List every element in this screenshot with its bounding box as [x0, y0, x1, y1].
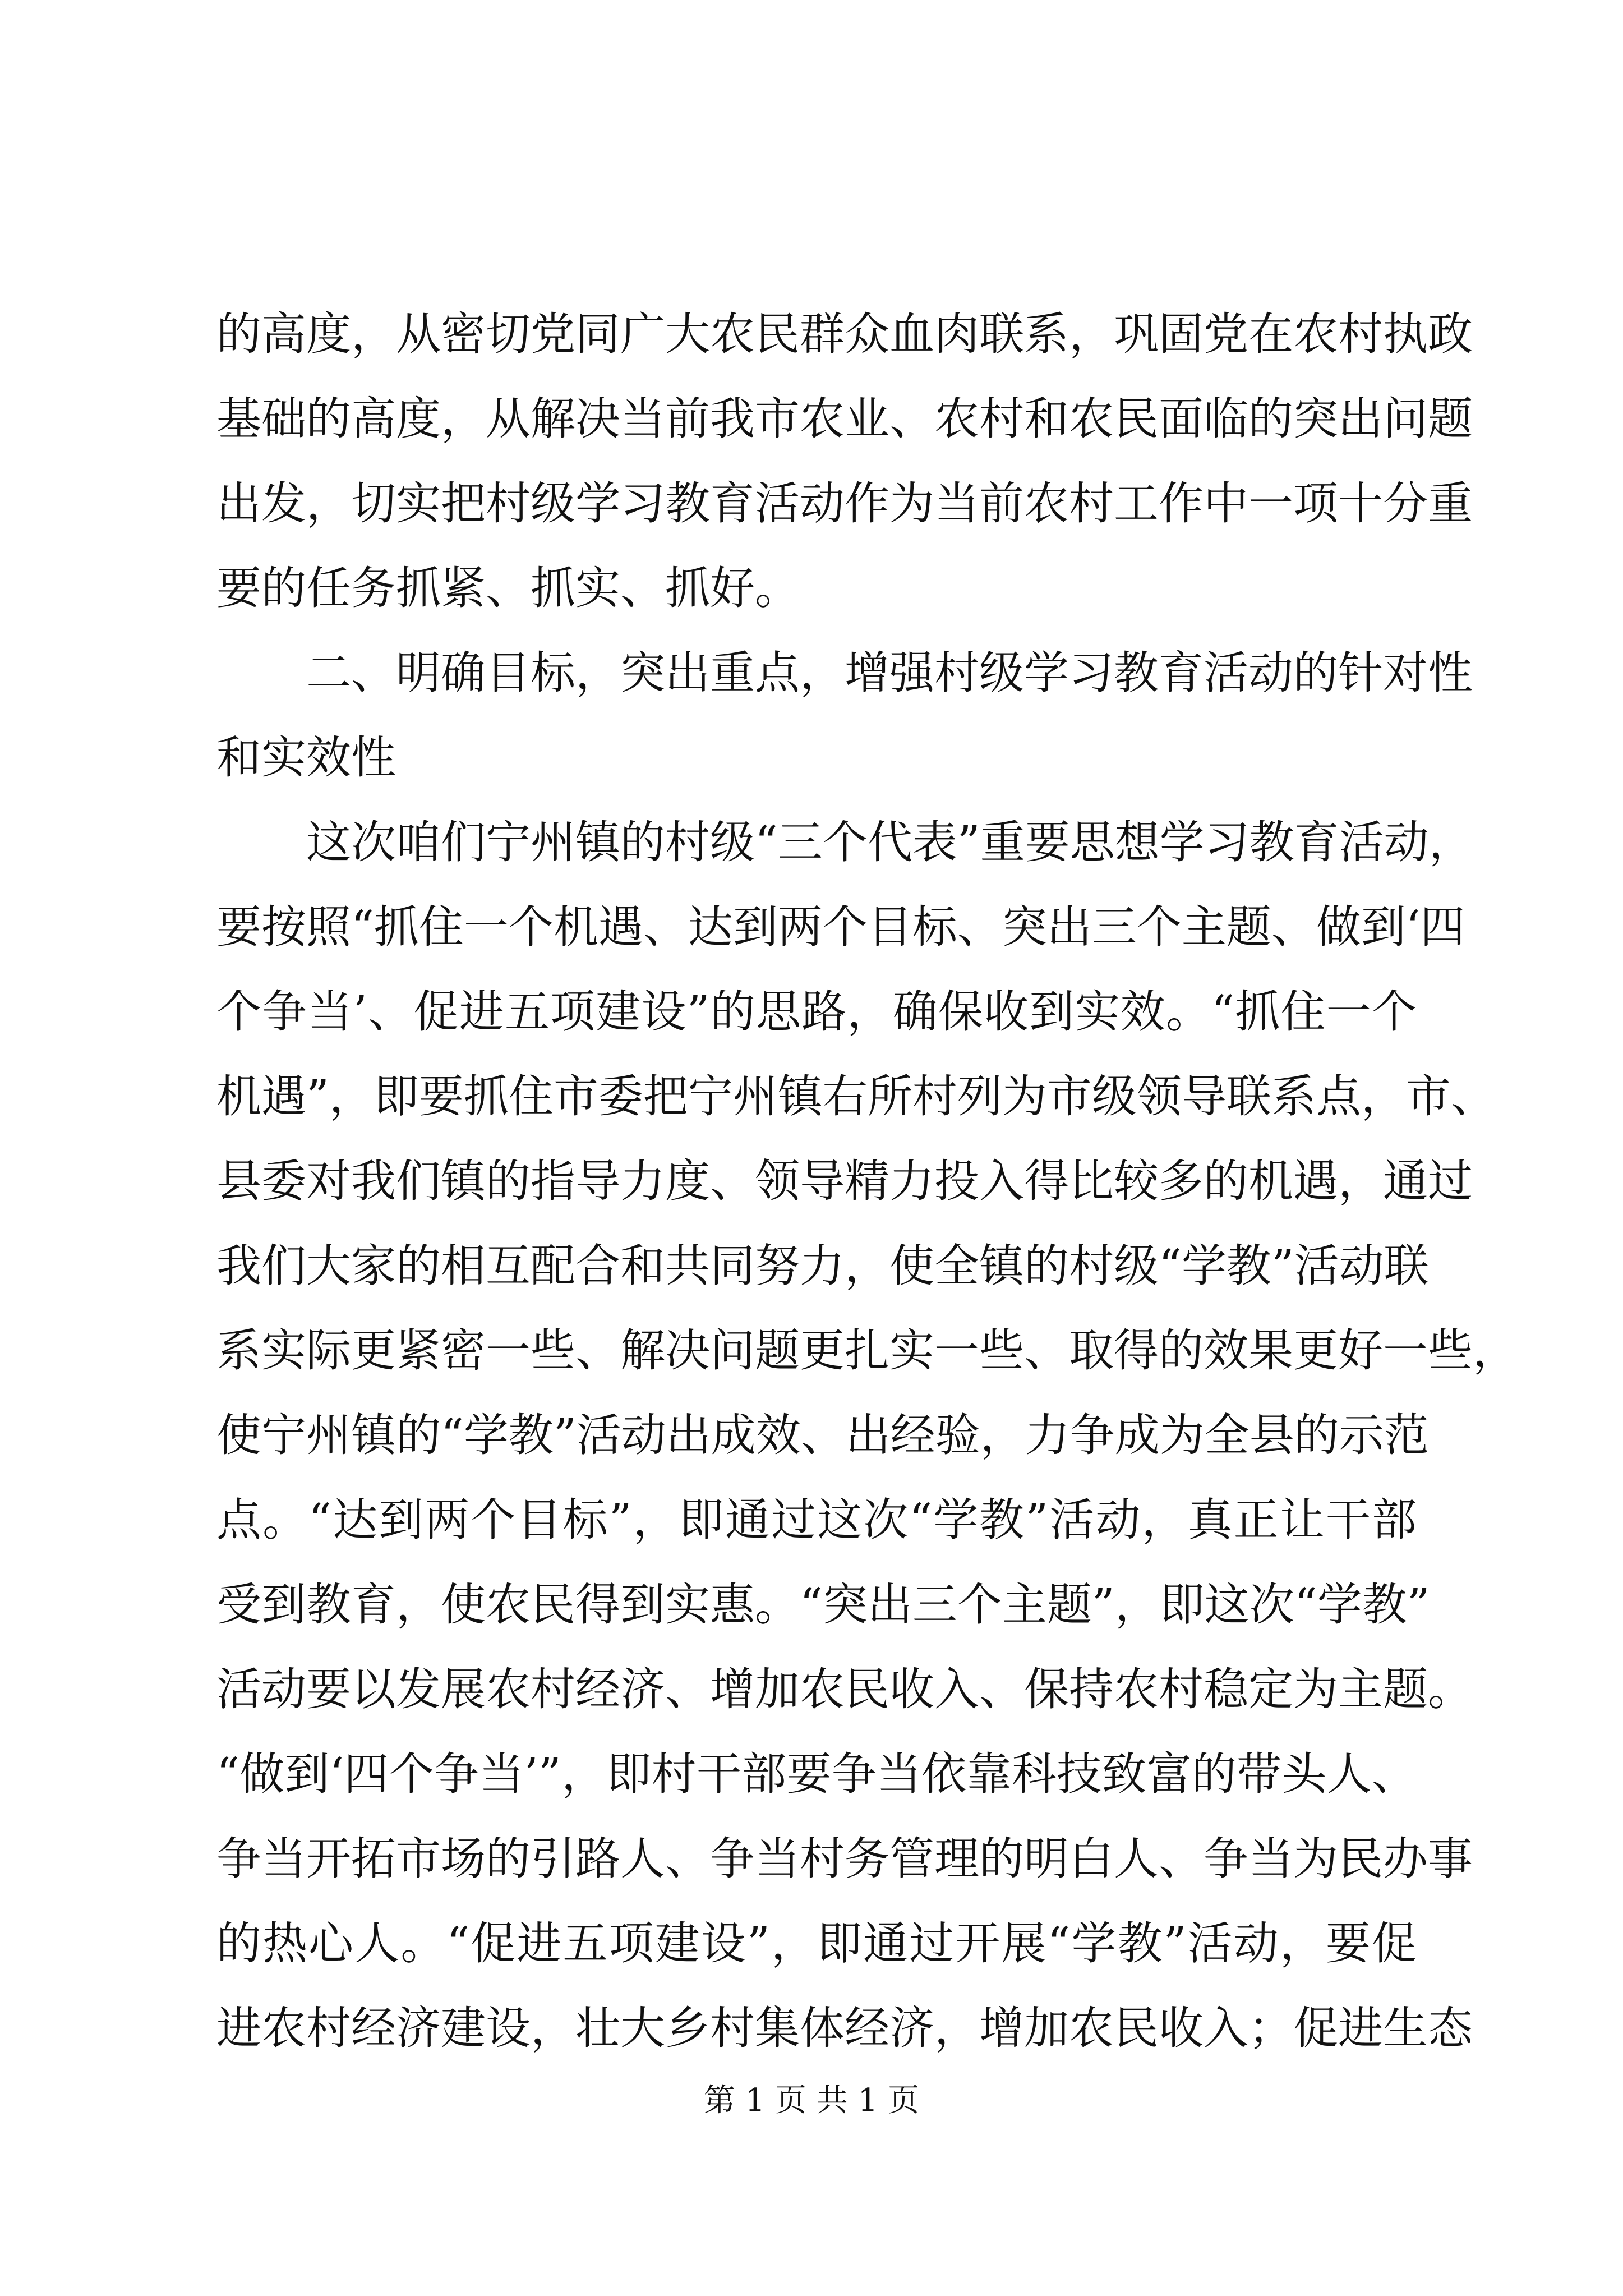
text-line: 受到教育，使农民得到实惠。“突出三个主题”，即这次“学教”: [216, 1579, 1430, 1631]
text-line: 点。“达到两个目标”，即通过这次“学教”活动，真正让干部: [216, 1494, 1417, 1546]
text-line: 争当开拓市场的引路人、争当村务管理的明白人、争当为民办事: [216, 1833, 1473, 1885]
text-line: 我们大家的相互配合和共同努力，使全镇的村级“学教”活动联: [216, 1240, 1429, 1292]
text-line: 的高度，从密切党同广大农民群众血肉联系，巩固党在农村执政: [216, 308, 1473, 360]
page-footer: 第 1 页 共 1 页: [703, 2082, 920, 2119]
text-line: 机遇”，即要抓住市委把宁州镇右所村列为市级领导联系点，市、: [216, 1070, 1496, 1122]
text-line: 县委对我们镇的指导力度、领导精力投入得比较多的机遇，通过: [216, 1155, 1473, 1207]
text-line: 出发，切实把村级学习教育活动作为当前农村工作中一项十分重: [216, 477, 1473, 530]
text-line: 这次咱们宁州镇的村级“三个代表”重要思想学习教育活动，: [306, 816, 1474, 868]
text-line: 系实际更紧密一些、解决问题更扎实一些、取得的效果更好一些，: [216, 1324, 1518, 1377]
document-body: [216, 292, 1518, 2070]
text-line: 要的任务抓紧、抓实、抓好。: [216, 562, 800, 614]
text-line: 基础的高度，从解决当前我市农业、农村和农民面临的突出问题: [216, 393, 1473, 445]
text-line: 的热心人。“促进五项建设”，即通过开展“学教”活动，要促: [216, 1917, 1417, 1970]
text-line: 活动要以发展农村经济、增加农民收入、保持农村稳定为主题。: [216, 1663, 1473, 1715]
text-line: 要按照“抓住一个机遇、达到两个目标、突出三个主题、做到‘四: [216, 901, 1465, 953]
text-line: 进农村经济建设，壮大乡村集体经济，增加农民收入；促进生态: [216, 2002, 1473, 2054]
section-heading-line: 二、明确目标，突出重点，增强村级学习教育活动的针对性: [306, 647, 1473, 699]
text-line: “做到‘四个争当’”，即村干部要争当依靠科技致富的带头人、: [216, 1748, 1417, 1800]
text-line: 个争当’、促进五项建设”的思路，确保收到实效。“抓住一个: [216, 986, 1417, 1038]
section-heading-line: 和实效性: [216, 731, 396, 784]
text-line: 使宁州镇的“学教”活动出成效、出经验，力争成为全县的示范: [216, 1409, 1429, 1461]
